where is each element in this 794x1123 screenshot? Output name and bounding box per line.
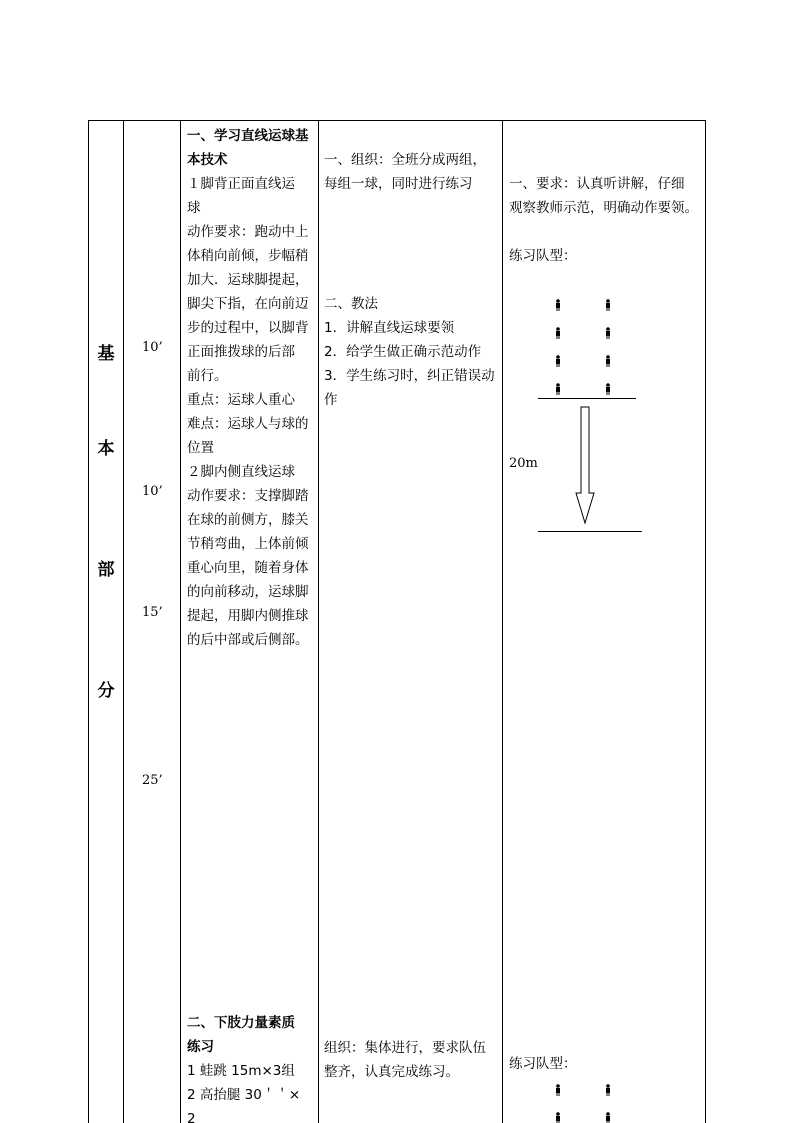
person-icon [556, 327, 560, 339]
section-char-4: 分 [97, 681, 115, 701]
item2-title: ２脚内侧直线运球 [187, 464, 295, 480]
column-divider-1 [123, 120, 124, 1123]
requirement-line1: 一、要求：认真听讲解，仔细 [509, 176, 685, 192]
item2-req-line: 重心向里，随着身体 [187, 560, 309, 576]
item1-title-line2: 球 [187, 200, 201, 216]
formation-label [509, 244, 704, 268]
item1-req-line: 加大．运球脚提起， [187, 272, 309, 288]
formation-label-text: 练习队型： [509, 248, 577, 264]
item1-req-line: 体稍向前倾，步幅稍 [187, 248, 309, 264]
person-icon [556, 299, 560, 311]
person-icon [556, 1112, 560, 1123]
requirement-line2: 观察教师示范，明确动作要领。 [509, 200, 698, 216]
person-icon [606, 383, 610, 395]
table-left-border [88, 120, 89, 1123]
time-2: 10’ [142, 484, 163, 499]
item1-req-line: 前行。 [187, 368, 228, 384]
part2-title-line1: 二、下肢力量素质 [187, 1015, 295, 1031]
item2-req-line: 的后中部或后侧部。 [187, 632, 309, 648]
column-divider-3 [318, 120, 319, 1123]
person-icon [606, 1112, 610, 1123]
person-icon [556, 383, 560, 395]
part2-title-line2: 练习 [187, 1039, 214, 1055]
time-4: 25’ [142, 773, 163, 788]
part2-item: 1 蛙跳 15m×3组 [187, 1063, 295, 1079]
person-icon [606, 327, 610, 339]
item2-req-line: 提起，用脚内侧推球 [187, 608, 309, 624]
part1-title-line2: 本技术 [187, 152, 228, 168]
method-item: 3．学生练习时，纠正错误动 [324, 368, 495, 384]
item1-title-line1: １脚背正面直线运 [187, 176, 295, 192]
item1-req-line: 正面推拨球的后部 [187, 344, 295, 360]
content-column-part2 [187, 1011, 315, 1123]
formation-diagram-1 [530, 295, 650, 535]
teaching-column-part1 [324, 148, 500, 196]
distance-label: 20m [509, 456, 538, 471]
org-line1: 一、组织：全班分成两组， [324, 152, 486, 168]
formation-diagram-2 [530, 1082, 650, 1123]
item1-req-line: 脚尖下指，在向前迈 [187, 296, 309, 312]
item2-req-line: 节稍弯曲，上体前倾 [187, 536, 309, 552]
person-icon [556, 1084, 560, 1096]
down-arrow-icon [576, 407, 594, 523]
formation-label-2 [509, 1052, 704, 1076]
difficulty-line1: 难点：运球人与球的 [187, 416, 309, 432]
person-icon [606, 1084, 610, 1096]
person-icon [606, 299, 610, 311]
item2-req-line: 的向前移动，运球脚 [187, 584, 309, 600]
content-column-part1 [187, 124, 315, 652]
section-char-2: 本 [97, 439, 115, 459]
item2-req-line: 动作要求：支撑脚踏 [187, 488, 309, 504]
column-divider-2 [180, 120, 181, 1123]
item2-req-line: 在球的前侧方，膝关 [187, 512, 309, 528]
teaching-method-block [324, 292, 500, 412]
formation-label-2-text: 练习队型： [509, 1056, 577, 1072]
part2-org-line1: 组织：集体进行，要求队伍 [324, 1040, 486, 1056]
time-1: 10’ [142, 340, 163, 355]
item1-req-line: 动作要求：跑动中上 [187, 224, 309, 240]
part2-org-line2: 整齐，认真完成练习。 [324, 1064, 459, 1080]
item1-req-line: 步的过程中，以脚背 [187, 320, 309, 336]
method-item: 2．给学生做正确示范动作 [324, 344, 482, 360]
method-item: 作 [324, 392, 338, 408]
table-right-border [705, 120, 706, 1123]
part2-item: 2 高抬腿 30＇＇× [187, 1087, 301, 1103]
difficulty-line2: 位置 [187, 440, 214, 456]
person-icon [606, 355, 610, 367]
time-3: 15’ [142, 605, 163, 620]
section-char-1: 基 [97, 344, 115, 364]
key-point: 重点：运球人重心 [187, 392, 295, 408]
org-line2: 每组一球，同时进行练习 [324, 176, 473, 192]
column-divider-4 [502, 120, 503, 1123]
teaching-column-part2 [324, 1036, 500, 1084]
section-char-3: 部 [97, 560, 115, 580]
student-column-part1 [509, 172, 704, 220]
part1-title-line1: 一、学习直线运球基 [187, 128, 309, 144]
method-item: 1．讲解直线运球要领 [324, 320, 455, 336]
person-icon [556, 355, 560, 367]
method-title: 二、教法 [324, 296, 378, 312]
part2-item: 2 [187, 1111, 196, 1123]
